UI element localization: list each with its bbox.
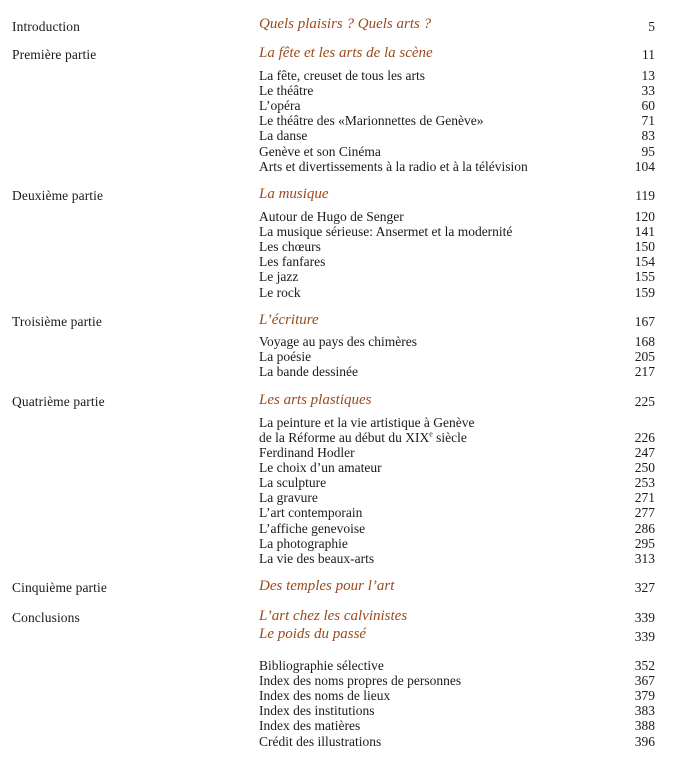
entry-title: de la Réforme au début du XIXe siècle [259,429,467,445]
page-number: 313 [634,550,655,566]
page-number: 367 [634,673,655,689]
entry-title: Autour de Hugo de Senger [259,209,404,224]
page-number: 250 [634,460,655,476]
entry-title: La poésie [259,349,312,365]
page-number: 83 [641,128,655,144]
page-number: 295 [634,535,655,551]
page-number: 167 [634,314,655,329]
entry-title: La sculpture [259,475,327,491]
page-number: 383 [634,703,655,719]
page-number: 5 [648,19,655,34]
entry-title: L’opéra [259,98,301,114]
entry-title: La danse [259,128,308,144]
part-label-part1: Première partie [12,47,97,62]
section-heading: Des temples pour l’art [259,578,395,594]
page-number: 60 [641,98,655,114]
entry-title: Les chœurs [259,239,321,255]
page-number: 225 [634,394,655,409]
entry-title: Les fanfares [259,254,326,270]
entry-title: La photographie [259,535,348,551]
entry-title: La fête, creuset de tous les arts [259,68,426,83]
entry-title: La peinture et la vie artistique à Genève [259,415,475,430]
page-number: 155 [634,269,655,285]
entry-title: La bande dessinée [259,364,358,380]
page-number: 226 [634,430,655,445]
part-label-introduction: Introduction [12,19,80,34]
part-label-part5: Cinquième partie [12,580,107,595]
entry-title: La musique sérieuse: Ansermet et la modernité [259,224,513,240]
part-label-part2: Deuxième partie [12,188,104,203]
page-number: 33 [641,83,655,99]
entry-title: Genève et son Cinéma [259,143,381,159]
page-number: 396 [634,733,655,749]
entry-title: Le théâtre des «Marionnettes de Genève» [259,113,484,129]
page-number: 104 [634,158,655,174]
entry-title: L’art contemporain [259,505,363,521]
entry-title: Index des noms propres de personnes [259,673,462,689]
section-heading: La fête et les arts de la scène [259,45,433,61]
page-number: 205 [634,349,655,365]
page-number: 120 [634,209,655,224]
entry-title: Index des institutions [259,703,375,719]
page-number: 168 [634,334,655,349]
entry-title: Le choix d’un amateur [259,460,382,476]
page-number: 141 [634,224,655,240]
page-number: 119 [635,188,655,203]
entry-title: Le jazz [259,269,299,285]
entry-title: Crédit des illustrations [259,733,382,749]
entry-title: Ferdinand Hodler [259,445,355,460]
entry-title: La gravure [259,490,318,506]
page-number: 159 [634,284,655,300]
page-number: 379 [634,688,655,704]
page-number: 71 [641,113,655,129]
part-label-conclusions: Conclusions [12,610,80,625]
section-heading: L’art chez les calvinistes [259,608,408,624]
section-heading: Le poids du passé [259,626,367,642]
section-heading: L’écriture [259,312,319,328]
section-heading: Les arts plastiques [259,392,372,408]
page-number: 277 [634,505,655,521]
page-number: 286 [634,520,655,536]
entry-title: Arts et divertissements à la radio et à la télévision [259,158,528,174]
entry-title: L’affiche genevoise [259,520,366,536]
section-heading: La musique [259,186,329,202]
entry-title: Le rock [259,284,301,300]
page-number: 11 [642,47,655,62]
entry-title: Le théâtre [259,83,314,99]
page-number: 352 [634,658,655,673]
page-number: 339 [634,629,655,644]
page-number: 327 [634,580,655,595]
entry-title: Index des noms de lieux [259,688,391,704]
section-heading: Quels plaisirs ? Quels arts ? [259,16,432,32]
entry-title: Index des matières [259,718,361,734]
page-number: 271 [634,490,655,506]
page-number: 150 [634,239,655,255]
page-number: 253 [634,475,655,491]
entry-title: La vie des beaux-arts [259,550,375,566]
part-label-part4: Quatrième partie [12,394,105,409]
entry-title: Bibliographie sélective [259,658,384,673]
page-number: 13 [641,68,655,83]
entry-title: Voyage au pays des chimères [259,334,417,349]
page-number: 339 [634,610,655,625]
page-number: 247 [634,445,655,460]
page-number: 388 [634,718,655,734]
part-label-part3: Troisième partie [12,314,102,329]
page-number: 154 [634,254,655,270]
page-number: 95 [641,143,655,159]
page-number: 217 [634,364,655,380]
